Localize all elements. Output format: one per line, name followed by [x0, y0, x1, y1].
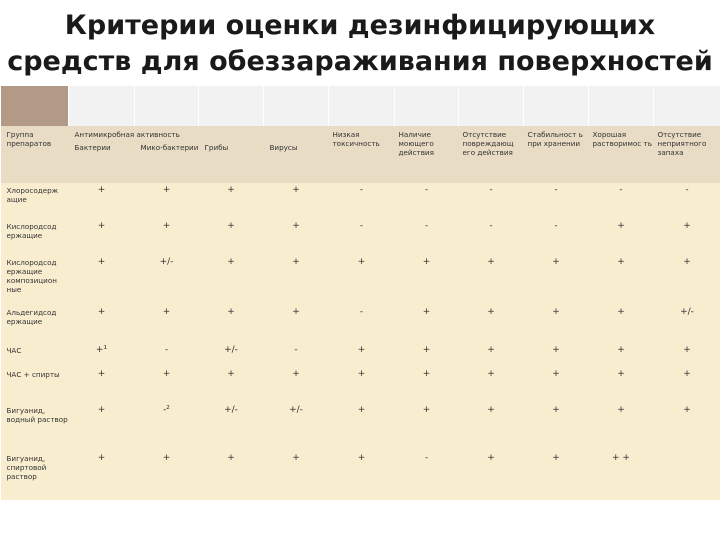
cell-no-odor: +/-: [654, 305, 720, 343]
cell-mycobacteria: +: [135, 451, 199, 500]
header-low-toxicity: Низкая токсичность: [329, 126, 395, 183]
cell-low-toxicity: +: [329, 343, 395, 367]
header-strip-cell: [395, 86, 459, 126]
cell-bacteria: +: [69, 451, 135, 500]
row-group-name: ЧАС: [1, 343, 69, 367]
header-washing-action: Наличие моющего действия: [395, 126, 459, 183]
cell-storage-stability: +: [524, 451, 589, 500]
cell-no-damaging: -: [459, 219, 524, 255]
cell-no-damaging: -: [459, 183, 524, 219]
cell-no-damaging: +: [459, 403, 524, 451]
cell-viruses: -: [264, 343, 329, 367]
cell-no-odor: -: [654, 183, 720, 219]
cell-fungi: +: [199, 305, 264, 343]
cell-mycobacteria: -: [135, 343, 199, 367]
cell-mycobacteria: +/-: [135, 255, 199, 305]
cell-no-odor: +: [654, 403, 720, 451]
table-row: [1, 305, 720, 343]
cell-bacteria: +: [69, 183, 135, 219]
header-viruses: Вирусы: [264, 139, 329, 183]
cell-low-toxicity: -: [329, 183, 395, 219]
cell-mycobacteria: +: [135, 219, 199, 255]
cell-viruses: +: [264, 255, 329, 305]
cell-solubility: -: [589, 183, 654, 219]
criteria-table-wrapper: [0, 86, 720, 500]
cell-washing-action: +: [395, 403, 459, 451]
cell-solubility: +: [589, 255, 654, 305]
header-strip-cell: [264, 86, 329, 126]
cell-low-toxicity: +: [329, 255, 395, 305]
cell-storage-stability: -: [524, 183, 589, 219]
header-bacteria: Бактерии: [69, 139, 135, 183]
header-group: Группа препаратов: [1, 126, 69, 183]
header-strip-cell: [524, 86, 589, 126]
cell-viruses: +/-: [264, 403, 329, 451]
header-strip-cell: [589, 86, 654, 126]
table-row: [1, 403, 720, 451]
cell-viruses: +: [264, 451, 329, 500]
cell-washing-action: +: [395, 343, 459, 367]
cell-fungi: +: [199, 451, 264, 500]
table-head: [1, 126, 720, 183]
header-strip-cell: [69, 86, 135, 126]
table-row: [1, 219, 720, 255]
row-group-name: ЧАС + спирты: [1, 367, 69, 403]
cell-solubility: +: [589, 367, 654, 403]
header-fungi: Грибы: [199, 139, 264, 183]
table-row: [1, 183, 720, 219]
cell-no-odor: +: [654, 367, 720, 403]
cell-storage-stability: +: [524, 255, 589, 305]
cell-fungi: +: [199, 255, 264, 305]
cell-solubility: +: [589, 219, 654, 255]
cell-bacteria: +¹: [69, 343, 135, 367]
header-solubility: Хорошая растворимос ть: [589, 126, 654, 183]
criteria-table: [0, 86, 720, 500]
row-group-name: Кислородсод ержащие: [1, 219, 69, 255]
cell-washing-action: +: [395, 255, 459, 305]
cell-low-toxicity: -: [329, 219, 395, 255]
cell-mycobacteria: -²: [135, 403, 199, 451]
row-group-name: Хлоросодерж ащие: [1, 183, 69, 219]
cell-no-odor: +: [654, 219, 720, 255]
cell-fungi: +: [199, 367, 264, 403]
cell-viruses: +: [264, 183, 329, 219]
cell-washing-action: +: [395, 305, 459, 343]
cell-low-toxicity: +: [329, 367, 395, 403]
cell-solubility: +: [589, 305, 654, 343]
header-corner-cell: [1, 86, 69, 126]
cell-no-odor: +: [654, 255, 720, 305]
header-strip-cell: [654, 86, 720, 126]
cell-fungi: +/-: [199, 343, 264, 367]
table-header-strip: [1, 86, 720, 126]
cell-washing-action: +: [395, 367, 459, 403]
cell-viruses: +: [264, 367, 329, 403]
header-no-damaging: Отсутствие повреждающ его действия: [459, 126, 524, 183]
cell-bacteria: +: [69, 219, 135, 255]
cell-fungi: +: [199, 183, 264, 219]
header-strip-cell: [135, 86, 199, 126]
header-storage-stability: Стабильност ь при хранении: [524, 126, 589, 183]
cell-no-damaging: +: [459, 305, 524, 343]
cell-storage-stability: +: [524, 367, 589, 403]
header-antimicrobial: Антимикробная активность: [69, 126, 329, 139]
cell-viruses: +: [264, 219, 329, 255]
table-row: [1, 255, 720, 305]
cell-fungi: +/-: [199, 403, 264, 451]
cell-mycobacteria: +: [135, 305, 199, 343]
cell-fungi: +: [199, 219, 264, 255]
cell-solubility: +: [589, 343, 654, 367]
cell-viruses: +: [264, 305, 329, 343]
cell-washing-action: -: [395, 183, 459, 219]
cell-bacteria: +: [69, 255, 135, 305]
table-body: [1, 183, 720, 500]
cell-storage-stability: +: [524, 343, 589, 367]
cell-low-toxicity: +: [329, 403, 395, 451]
table-row: [1, 343, 720, 367]
cell-solubility: +: [589, 403, 654, 451]
row-group-name: Альдегидсод ержащие: [1, 305, 69, 343]
header-strip-cell: [199, 86, 264, 126]
cell-no-odor: [654, 451, 720, 500]
cell-low-toxicity: +: [329, 451, 395, 500]
cell-no-damaging: +: [459, 255, 524, 305]
cell-no-damaging: +: [459, 367, 524, 403]
cell-no-damaging: +: [459, 451, 524, 500]
cell-solubility: + +: [589, 451, 654, 500]
header-mycobacteria: Мико-бактерии: [135, 139, 199, 183]
cell-low-toxicity: -: [329, 305, 395, 343]
cell-bacteria: +: [69, 367, 135, 403]
cell-washing-action: -: [395, 219, 459, 255]
cell-no-damaging: +: [459, 343, 524, 367]
cell-storage-stability: +: [524, 403, 589, 451]
cell-mycobacteria: +: [135, 183, 199, 219]
slide-title: Критерии оценки дезинфицирующих средств для обеззараживания поверхностей: [7, 10, 713, 77]
row-group-name: Кислородсод ержащие композицион ные: [1, 255, 69, 305]
table-row: [1, 367, 720, 403]
row-group-name: Бигуанид, водный раствор: [1, 403, 69, 451]
cell-storage-stability: -: [524, 219, 589, 255]
header-strip-cell: [329, 86, 395, 126]
cell-bacteria: +: [69, 403, 135, 451]
row-group-name: Бигуанид, спиртовой раствор: [1, 451, 69, 500]
cell-storage-stability: +: [524, 305, 589, 343]
cell-washing-action: -: [395, 451, 459, 500]
header-no-odor: Отсутствие неприятного запаха: [654, 126, 720, 183]
header-strip-cell: [459, 86, 524, 126]
cell-no-odor: +: [654, 343, 720, 367]
cell-mycobacteria: +: [135, 367, 199, 403]
cell-bacteria: +: [69, 305, 135, 343]
table-row: [1, 451, 720, 500]
